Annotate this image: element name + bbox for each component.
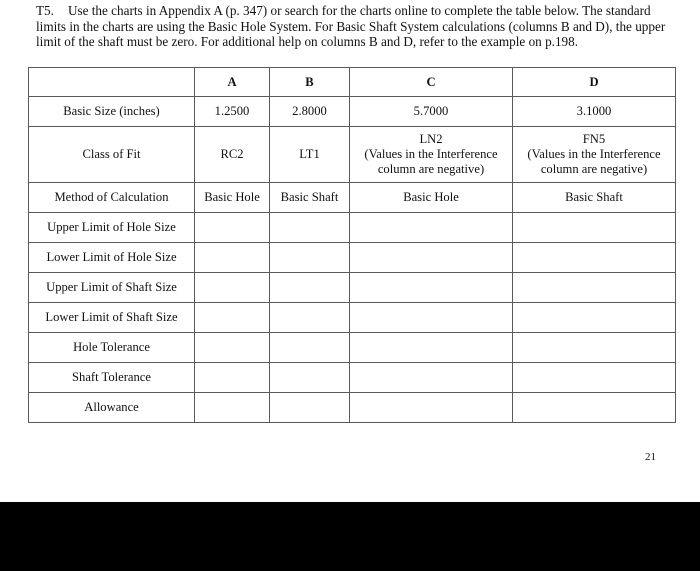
- fit-class-note: (Values in the Interference column are negative): [364, 147, 498, 176]
- answer-cell: [195, 213, 270, 243]
- answer-cell: [350, 333, 513, 363]
- answer-cell: [350, 303, 513, 333]
- table-row: [29, 213, 676, 243]
- answer-cell: [195, 273, 270, 303]
- answer-cell: [513, 333, 676, 363]
- table-row: [29, 393, 676, 423]
- table-row: [29, 127, 676, 183]
- answer-cell: [513, 273, 676, 303]
- answer-cell: [270, 243, 350, 273]
- header-col-d: D: [513, 68, 676, 97]
- answer-cell: [513, 363, 676, 393]
- row-label: Lower Limit of Shaft Size: [29, 303, 195, 333]
- table-cell: [513, 127, 676, 183]
- answer-cell: [350, 273, 513, 303]
- answer-cell: [270, 213, 350, 243]
- answer-cell: [350, 213, 513, 243]
- answer-cell: [195, 393, 270, 423]
- table-cell: LT1: [270, 127, 350, 183]
- table-row: [29, 363, 676, 393]
- answer-cell: [270, 303, 350, 333]
- table-cell: 3.1000: [513, 97, 676, 127]
- answer-cell: [270, 333, 350, 363]
- answer-cell: [195, 303, 270, 333]
- answer-cell: [195, 333, 270, 363]
- answer-cell: [350, 243, 513, 273]
- table-row: [29, 97, 676, 127]
- row-label: Upper Limit of Shaft Size: [29, 273, 195, 303]
- header-corner: [29, 68, 195, 97]
- answer-cell: [270, 273, 350, 303]
- table-cell: [350, 127, 513, 183]
- answer-cell: [270, 393, 350, 423]
- answer-cell: [195, 363, 270, 393]
- answer-cell: [195, 243, 270, 273]
- answer-cell: [513, 243, 676, 273]
- answer-cell: [270, 363, 350, 393]
- row-label: Basic Size (inches): [29, 97, 195, 127]
- row-label: Lower Limit of Hole Size: [29, 243, 195, 273]
- table-cell: Basic Hole: [350, 183, 513, 213]
- table-cell: RC2: [195, 127, 270, 183]
- table-row: [29, 303, 676, 333]
- table-row: [29, 333, 676, 363]
- answer-cell: [513, 303, 676, 333]
- table-row: [29, 273, 676, 303]
- fit-class-note: (Values in the Interference column are negative): [527, 147, 661, 176]
- row-label: Shaft Tolerance: [29, 363, 195, 393]
- table-cell: 1.2500: [195, 97, 270, 127]
- row-label: Allowance: [29, 393, 195, 423]
- problem-label: T5.: [36, 3, 54, 18]
- answer-cell: [350, 393, 513, 423]
- table-header-row: [29, 68, 676, 97]
- row-label: Class of Fit: [29, 127, 195, 183]
- table-cell: Basic Shaft: [513, 183, 676, 213]
- instructions-paragraph: [36, 3, 676, 50]
- table-row: [29, 183, 676, 213]
- table-cell: Basic Hole: [195, 183, 270, 213]
- black-bar: [0, 502, 700, 571]
- table-row: [29, 243, 676, 273]
- table-cell: 5.7000: [350, 97, 513, 127]
- answer-cell: [350, 363, 513, 393]
- instructions-text: Use the charts in Appendix A (p. 347) or search for the charts online to complete the table below. The standard limits in the charts are using the Basic Hole System. For Basic Shaft System calculations (columns B and D), the upper limit of the shaft must be zero. For additional help on columns B and D, refer to the example on p.198.: [36, 3, 666, 50]
- fit-class-value: FN5: [582, 132, 606, 146]
- header-col-a: A: [195, 68, 270, 97]
- header-col-b: B: [270, 68, 350, 97]
- row-label: Method of Calculation: [29, 183, 195, 213]
- table-cell: Basic Shaft: [270, 183, 350, 213]
- fit-class-value: LN2: [419, 132, 443, 146]
- row-label: Upper Limit of Hole Size: [29, 213, 195, 243]
- fit-calculation-table: [28, 67, 676, 423]
- answer-cell: [513, 213, 676, 243]
- answer-cell: [513, 393, 676, 423]
- page-number: 21: [645, 451, 656, 463]
- table-cell: 2.8000: [270, 97, 350, 127]
- row-label: Hole Tolerance: [29, 333, 195, 363]
- header-col-c: C: [350, 68, 513, 97]
